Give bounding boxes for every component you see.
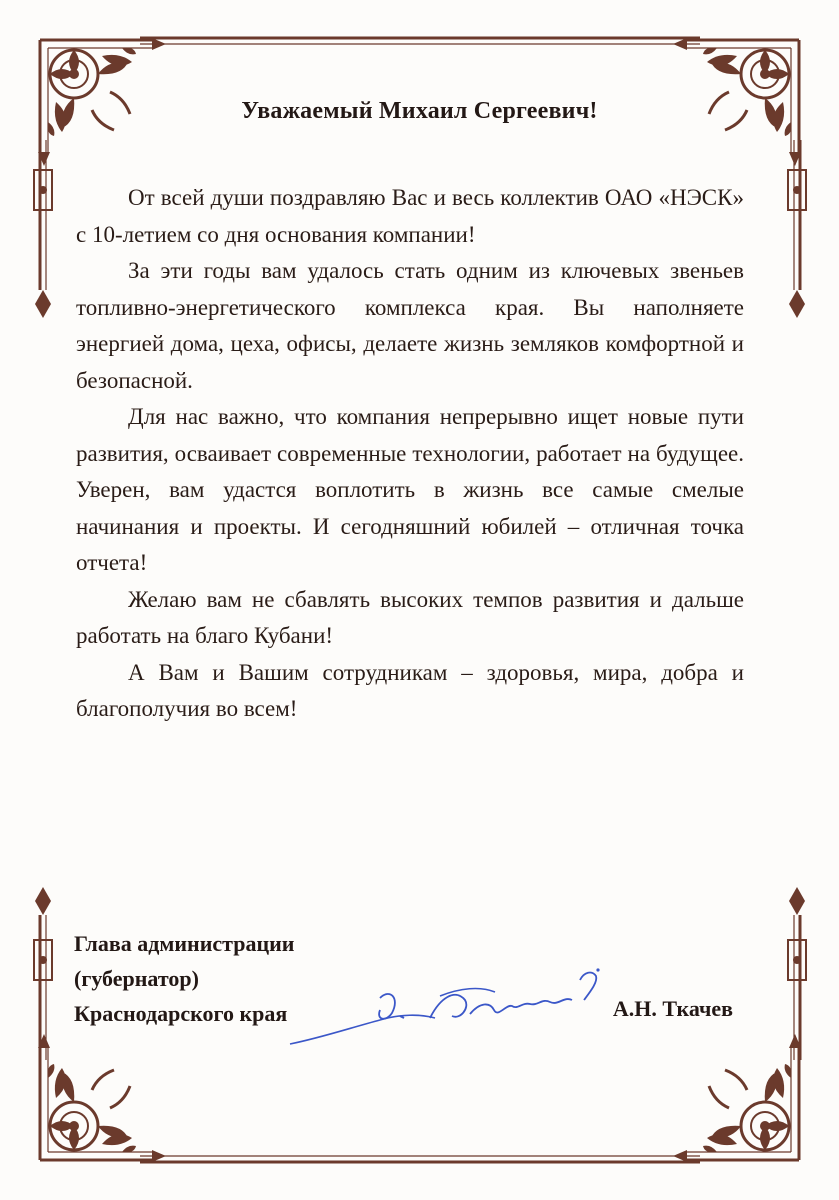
position-line: Краснодарского края — [74, 1001, 288, 1026]
position-line: Глава администрации — [74, 931, 295, 956]
paragraph: Желаю вам не сбавлять высоких темпов развития и дальше работать на благо Кубани! — [76, 586, 744, 648]
paragraph: За эти годы вам удалось стать одним из ключевых звеньев топливно-энергетического комплекса края. Вы наполняете энергией дома, цеха, офисы, делаете жизнь земляков комфортной и безопасной. — [76, 258, 744, 393]
paragraph: Для нас важно, что компания непрерывно ищет новые пути развития, осваивает современные технологии, работает на будущее. Уверен, вам удастся воплотить в жизнь все самые смелые начинания и проекты. И сегодняшний юбилей – отличная точка отчета! — [76, 404, 744, 575]
handwritten-signature — [280, 958, 620, 1058]
position-line: (губернатор) — [74, 966, 199, 991]
letter-body — [76, 180, 744, 728]
paragraph: А Вам и Вашим сотрудникам – здоровья, мира, добра и благополучия во всем! — [76, 659, 744, 721]
signer-name: А.Н. Ткачев — [612, 996, 733, 1021]
paragraph: От всей души поздравляю Вас и весь коллектив ОАО «НЭСК» с 10-летием со дня основания компании! — [76, 185, 744, 247]
salutation: Уважаемый Михаил Сергеевич! — [241, 98, 598, 124]
